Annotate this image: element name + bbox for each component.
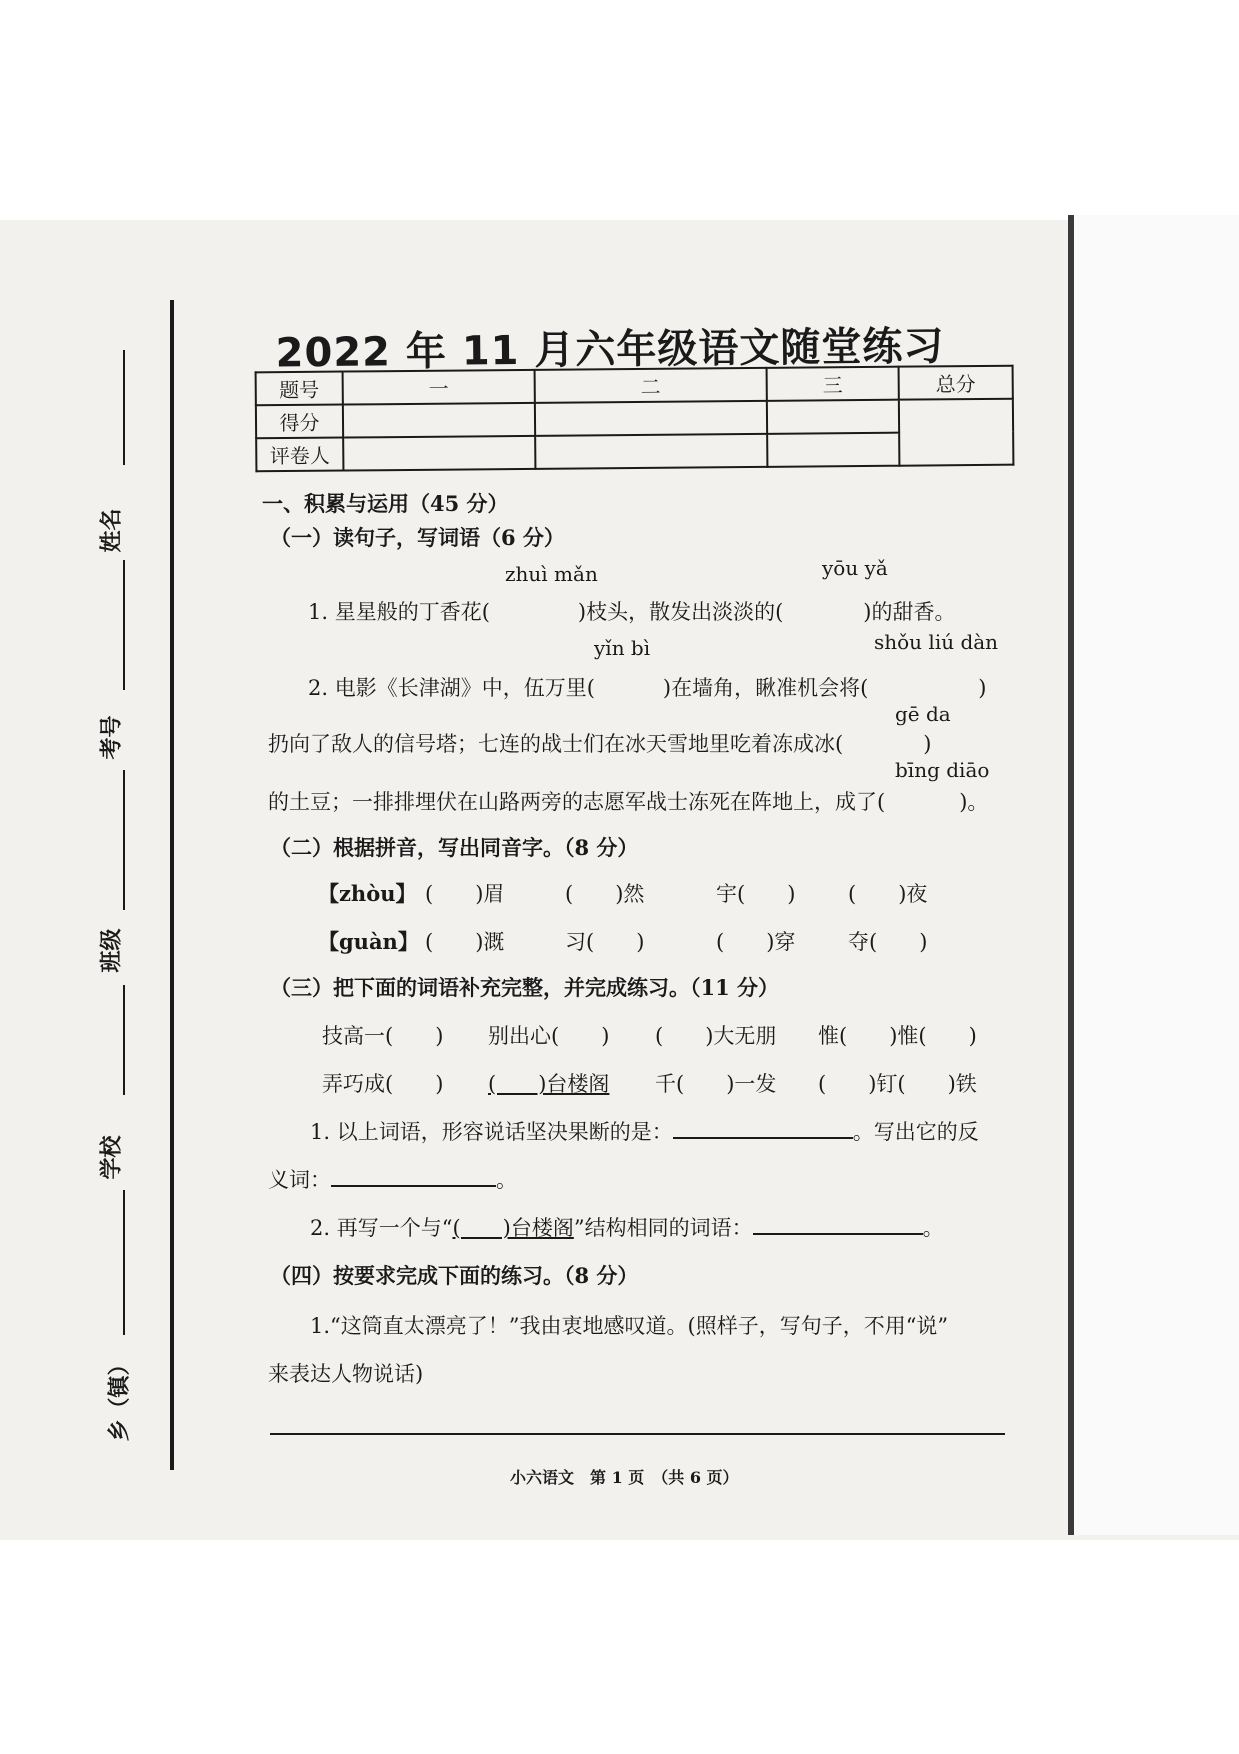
idiom-6[interactable]: ( )台楼阁 — [488, 1072, 610, 1096]
grader-cell-2[interactable] — [535, 434, 767, 469]
part3-q2: 2. 再写一个与“( )台楼阁”结构相同的词语： 。 — [310, 1216, 944, 1240]
zhou-label: 【zhòu】 — [318, 881, 417, 906]
col-header-3: 三 — [767, 367, 899, 401]
answer-line[interactable] — [270, 1433, 1005, 1435]
pinyin-bingdiao: bīng diāo — [895, 758, 990, 782]
paper-edge-shadow — [1074, 215, 1239, 1535]
idiom-5[interactable]: 弄巧成( ) — [322, 1072, 444, 1096]
binding-line — [170, 300, 174, 1470]
part2-heading: （二）根据拼音，写出同音字。（8 分） — [270, 835, 639, 860]
guan-item-3[interactable]: ( )穿 — [716, 930, 796, 954]
answer-blank-3[interactable] — [753, 1215, 923, 1235]
answer-blank-1[interactable] — [673, 1119, 853, 1139]
part4-q1-line1: 1.“这筒直太漂亮了！”我由衷地感叹道。(照样子，写句子，不用“说” — [310, 1314, 949, 1338]
pinyin-geda: gē da — [895, 702, 951, 726]
name-blank — [123, 350, 125, 465]
class-blank — [123, 985, 125, 1095]
zhou-item-4[interactable]: ( )夜 — [848, 882, 928, 906]
pinyin-shouliudan: shǒu liú dàn — [874, 630, 999, 654]
school-blank — [123, 1190, 125, 1335]
pinyin-yinbi: yǐn bì — [594, 636, 651, 660]
part1-heading: （一）读句子，写词语（6 分） — [270, 525, 565, 550]
score-table — [255, 365, 1015, 473]
idiom-1[interactable]: 技高一( ) — [322, 1024, 444, 1048]
row-header-score: 得分 — [256, 405, 343, 439]
part3-q1-line2: 义词： 。 — [268, 1168, 517, 1192]
page-title: 2022 年 11 月六年级语文随堂练习 — [275, 323, 945, 377]
grader-cell-3[interactable] — [767, 433, 899, 467]
guan-item-2[interactable]: 习( ) — [565, 930, 645, 954]
col-header-2: 二 — [535, 368, 767, 403]
page-footer: 小六语文 第 1 页 （共 6 页） — [510, 1468, 739, 1487]
side-label-id: 考号 — [99, 715, 125, 760]
idiom-3[interactable]: ( )大无朋 — [655, 1024, 777, 1048]
idiom-4[interactable]: 惟( )惟( ) — [818, 1024, 977, 1048]
part4-q1-line2: 来表达人物说话) — [268, 1362, 424, 1386]
guan-item-4[interactable]: 夺( ) — [848, 930, 928, 954]
q1-text: 1. 星星般的丁香花( )枝头，散发出淡淡的( )的甜香。 — [308, 600, 956, 624]
score-cell-2[interactable] — [535, 401, 767, 436]
name-blank-2 — [123, 560, 125, 690]
idiom-8[interactable]: ( )钉( )铁 — [818, 1072, 977, 1096]
q2-line3: 的土豆；一排排埋伏在山路两旁的志愿军战士冻死在阵地上，成了( )。 — [268, 790, 989, 814]
guan-item-1[interactable]: ( )溉 — [425, 930, 505, 954]
zhou-item-2[interactable]: ( )然 — [565, 882, 645, 906]
section1-heading: 一、积累与运用（45 分） — [262, 491, 509, 516]
zhou-item-3[interactable]: 宇( ) — [716, 882, 796, 906]
part3-heading: （三）把下面的词语补充完整，并完成练习。（11 分） — [270, 975, 780, 1000]
score-cell-1[interactable] — [343, 403, 535, 438]
pinyin-zhuiman: zhuì mǎn — [505, 562, 598, 586]
id-blank — [123, 770, 125, 910]
q2-text: 2. 电影《长津湖》中，伍万里( )在墙角，瞅准机会将( ) — [308, 676, 987, 700]
row-header-grader: 评卷人 — [256, 438, 343, 472]
col-header-1: 一 — [343, 370, 535, 405]
side-label-name: 姓名 — [99, 508, 125, 553]
total-header: 总分 — [899, 366, 1013, 400]
idiom-7[interactable]: 千( )一发 — [655, 1072, 777, 1096]
guan-label: 【guàn】 — [318, 929, 419, 954]
zhou-item-1[interactable]: ( )眉 — [425, 882, 505, 906]
part3-q1-line1: 1. 以上词语，形容说话坚决果断的是： 。写出它的反 — [310, 1120, 979, 1144]
score-cell-3[interactable] — [767, 400, 899, 434]
idiom-2[interactable]: 别出心( ) — [488, 1024, 610, 1048]
row-header-number: 题号 — [256, 372, 343, 406]
grader-cell-1[interactable] — [343, 436, 535, 471]
side-label-school: 学校 — [99, 1135, 125, 1180]
total-score-cell[interactable] — [899, 399, 1014, 466]
q2-line2: 扔向了敌人的信号塔；七连的战士们在冰天雪地里吃着冻成冰( ) — [268, 732, 932, 756]
pinyin-youya: yōu yǎ — [822, 556, 888, 580]
answer-blank-2[interactable] — [331, 1167, 496, 1187]
side-label-town: 乡（镇） — [107, 1353, 133, 1442]
side-label-class: 班级 — [99, 928, 125, 973]
part4-heading: （四）按要求完成下面的练习。（8 分） — [270, 1263, 639, 1288]
